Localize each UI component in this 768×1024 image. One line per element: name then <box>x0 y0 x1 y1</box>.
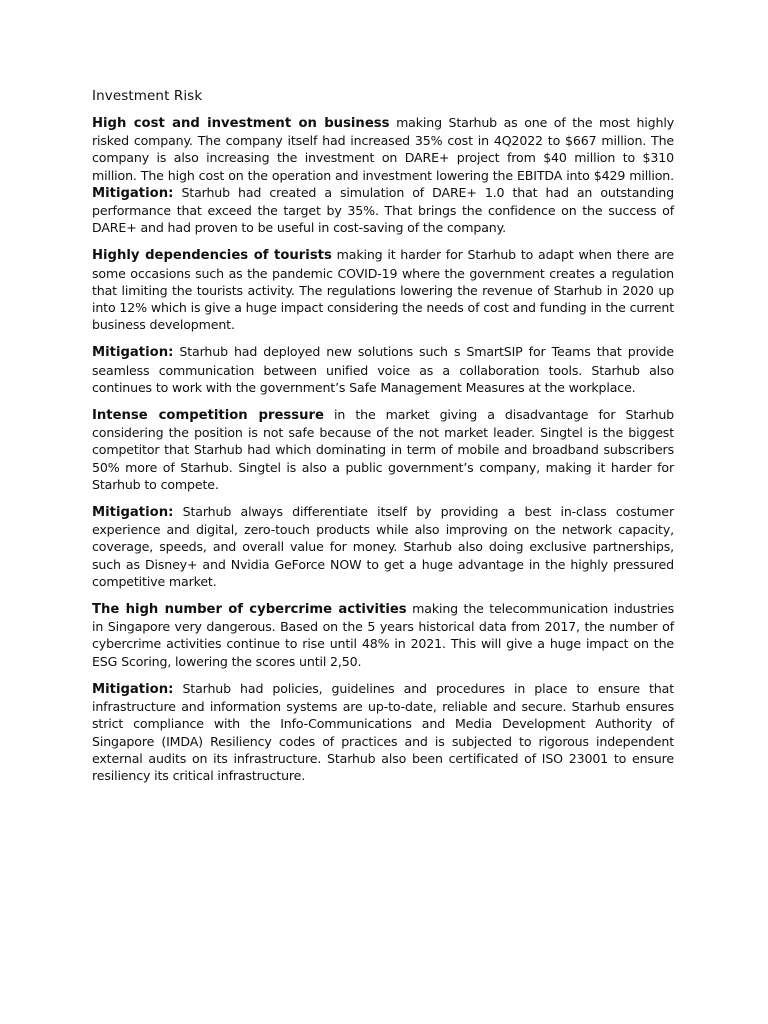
paragraph-text: making the telecommunication industries in Singapore very dangerous. Based on the 5 years historical data from 2017, the number of cybercrime activities continue to rise until 48% in 2021. This will give a huge impact on the ESG Scoring, lowering the scores until 2,50. <box>92 601 675 669</box>
paragraph-high-cost <box>92 114 674 236</box>
mitigation-label: Mitigation: <box>92 185 174 201</box>
paragraph-mitigation-competition <box>92 503 674 590</box>
paragraph-text: Starhub always differentiate itself by providing a best in-class costumer experience and digital, zero-touch products while also improving on the network capacity, coverage, speeds, and overall value for money. Starhub also doing exclusive partnerships, such as Disney+ and Nvidia GeForce NOW to get a huge advantage in the highly pressured competitive market. <box>92 504 674 589</box>
paragraph-mitigation-tourists <box>92 343 674 396</box>
paragraph-text: Starhub had created a simulation of DARE+ 1.0 that had an outstanding performance that exceed the target by 35%. That brings the confidence on the success of DARE+ and had proven to be useful in cost-saving of the company. <box>92 184 674 236</box>
paragraph-text: making Starhub as one of the most highly risked company. The company itself had increased 35% cost in 4Q2022 to $667 million. The company is also increasing the investment on DARE+ project from $40 million to $310 million. The high cost on the operation and investment lowering the EBITDA into $429 million. <box>92 115 674 183</box>
mitigation-label: Mitigation: <box>92 681 174 697</box>
paragraph-lead: Highly dependencies of tourists <box>92 248 332 264</box>
document-title: Investment Risk <box>92 88 203 104</box>
paragraph-text: making it harder for Starhub to adapt when there are some occasions such as the pandemic COVID-19 where the government creates a regulation that limiting the tourists activity. The regulations lowering the revenue of Starhub in 2020 up into 12% which is give a huge impact considering the needs of cost and funding in the current business development. <box>92 247 674 333</box>
mitigation-label: Mitigation: <box>92 345 174 361</box>
paragraph-mitigation-cybercrime <box>92 680 674 784</box>
paragraph-cybercrime <box>92 600 674 670</box>
paragraph-lead: The high number of cybercrime activities <box>92 602 407 618</box>
paragraph-text: in the market giving a disadvantage for Starhub considering the position is not safe because of the not market leader. Singtel is the biggest competitor that Starhub had which dominating in term of mobile and broadband subscribers 50% more of Starhub. Singtel is also a public government’s company, making it harder for Starhub to compete. <box>92 407 674 492</box>
paragraph-lead: High cost and investment on business <box>92 116 390 131</box>
paragraph-tourists <box>92 246 674 333</box>
paragraph-text: Starhub had deployed new solutions such s SmartSIP for Teams that provide seamless communication between unified voice as a collaboration tools. Starhub also continues to work with the government’s Safe Management Measures at the workplace. <box>92 344 674 395</box>
mitigation-label: Mitigation: <box>92 505 174 521</box>
paragraph-competition <box>92 406 674 493</box>
document-page <box>92 86 674 794</box>
paragraph-text: Starhub had policies, guidelines and procedures in place to ensure that infrastructure and information systems are up-to-date, reliable and secure. Starhub ensures strict compliance with the Info-Communications and Media Development Authority of Singapore (IMDA) Resiliency codes of practices and is subjected to rigorous independent external audits on its infrastructure. Starhub also been certificated of ISO 23001 to ensure resiliency its critical infrastructure. <box>92 680 674 783</box>
paragraph-lead: Intense competition pressure <box>92 408 324 424</box>
